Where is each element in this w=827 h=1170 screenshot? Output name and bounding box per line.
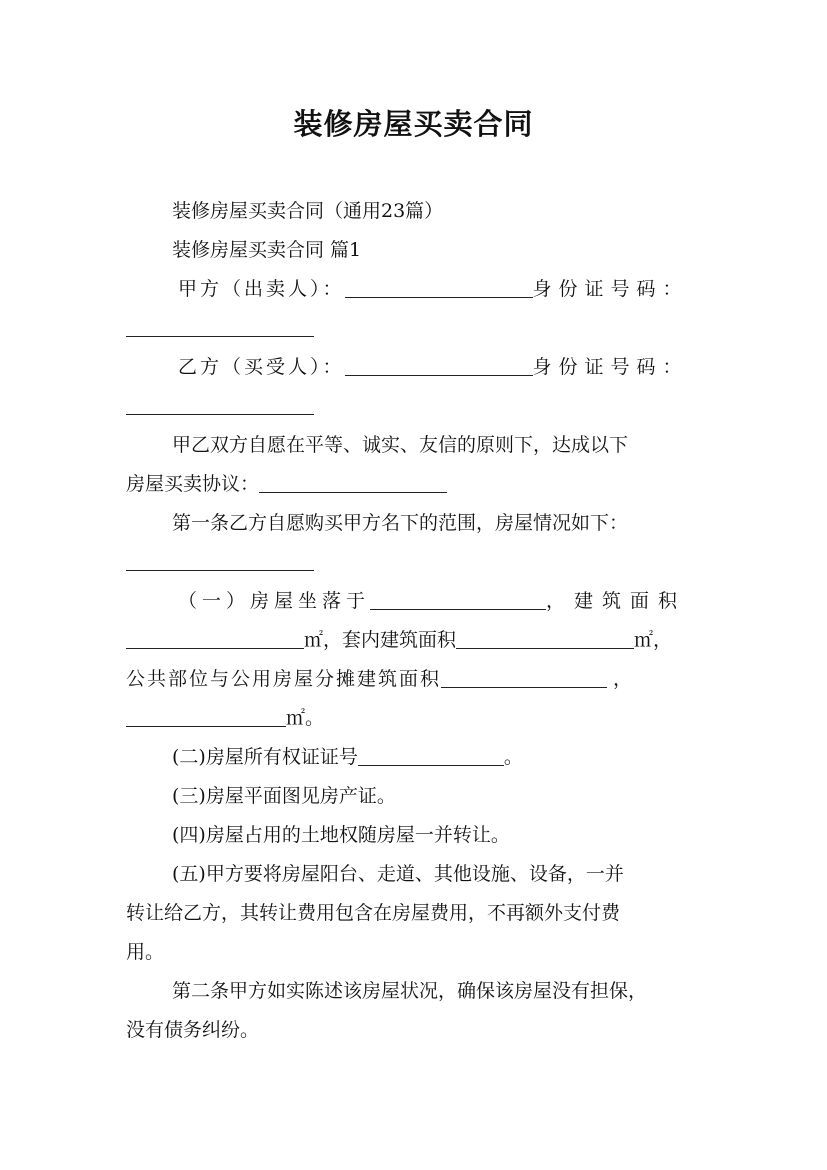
building-area-blank [126, 628, 304, 649]
location-blank [370, 589, 546, 610]
item-2-end: 。 [503, 746, 523, 768]
item-4-line: (四)房屋占用的土地权随房屋一并转让。 [172, 824, 510, 846]
shared-area-blank [441, 667, 607, 688]
item-1-line-2 [126, 628, 706, 652]
party-b-id-line [126, 394, 706, 418]
item-1-comma: ， [613, 668, 633, 690]
item-1-unit-1: ㎡，套内建筑面积 [304, 629, 457, 651]
item-5-line-2: 转让给乙方，其转让费用包含在房屋费用，不再额外支付费 [126, 902, 621, 924]
item-5-line-3: 用。 [126, 941, 165, 963]
party-a-id-line [126, 316, 706, 340]
certificate-number-blank [358, 745, 504, 766]
party-b-label: 乙方（买受人）： [178, 356, 345, 378]
section-heading: 装修房屋买卖合同 篇1 [172, 239, 362, 261]
article-1-line-1: 第一条乙方自愿购买甲方名下的范围，房屋情况如下： [172, 512, 629, 534]
item-1-shared-label: 公共部位与公用房屋分摊建筑面积 [126, 668, 442, 690]
house-situation-blank [126, 550, 314, 571]
subtitle: 装修房屋买卖合同（通用23篇） [172, 200, 444, 222]
party-a-id-blank [126, 316, 314, 337]
item-1-unit-2: ㎡， [634, 629, 673, 651]
item-2-text: (二)房屋所有权证证号 [172, 746, 358, 768]
item-2-line [126, 745, 752, 769]
article-2-line-2: 没有债务纠纷。 [126, 1019, 260, 1041]
item-1-area-label: ，建筑面积 [546, 590, 687, 612]
party-a-label: 甲方（出卖人）： [178, 278, 345, 300]
party-a-name-blank [345, 277, 533, 298]
agreement-blank [259, 472, 447, 493]
party-b-id-label: 身份证号码： [532, 356, 689, 378]
item-3-line: (三)房屋平面图见房产证。 [172, 785, 396, 807]
intro-line-1: 甲乙双方自愿在平等、诚实、友信的原则下，达成以下 [172, 434, 629, 456]
article-2-line-1: 第二条甲方如实陈述该房屋状况，确保该房屋没有担保， [172, 980, 648, 1002]
party-b-line [126, 355, 758, 379]
item-1-unit-3: ㎡。 [286, 707, 325, 729]
intro-line-2 [126, 472, 706, 496]
item-1-line-1 [126, 589, 758, 613]
inner-area-blank [456, 628, 634, 649]
item-5-line-1: (五)甲方要将房屋阳台、走道、其他设施、设备，一并 [172, 863, 624, 885]
party-a-line [126, 277, 758, 301]
document-title: 装修房屋买卖合同 [293, 107, 534, 141]
item-1-line-3 [126, 667, 706, 691]
intro-line-2-text: 房屋买卖协议： [126, 473, 260, 495]
item-1-prefix: （一）房屋坐落于 [178, 590, 371, 612]
shared-area-value-blank [126, 706, 286, 727]
party-b-id-blank [126, 394, 314, 415]
party-a-id-label: 身份证号码： [532, 278, 689, 300]
article-1-line-2 [126, 550, 706, 574]
item-1-line-4 [126, 706, 706, 730]
party-b-name-blank [345, 355, 533, 376]
